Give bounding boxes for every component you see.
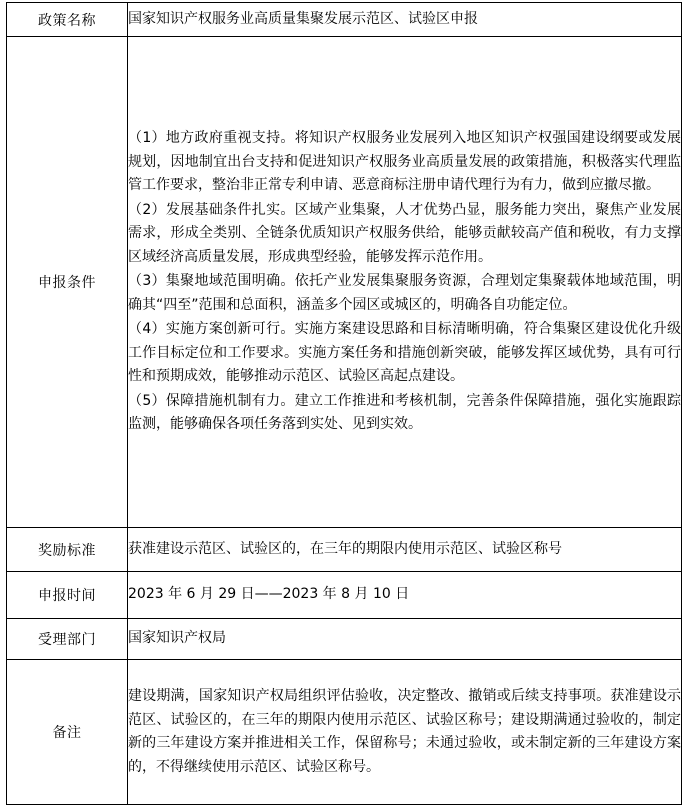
row-time [7, 572, 682, 619]
condition-item-5: （5）保障措施机制有力。建立工作推进和考核机制，完善条件保障措施，强化实施跟踪监测，能够确保各项任务落到实处、见到实效。 [128, 392, 681, 433]
row-policy-name [7, 3, 682, 37]
label-reward: 奖励标准 [7, 528, 128, 572]
row-reward [7, 528, 682, 572]
row-remarks [7, 660, 682, 805]
value-conditions [128, 37, 682, 528]
value-policy-name: 国家知识产权服务业高质量集聚发展示范区、试验区申报 [128, 3, 682, 37]
label-remarks: 备注 [7, 660, 128, 805]
value-department: 国家知识产权局 [128, 619, 682, 660]
label-policy-name: 政策名称 [7, 3, 128, 37]
value-time: 2023 年 6 月 29 日——2023 年 8 月 10 日 [128, 572, 682, 619]
policy-table [6, 2, 682, 805]
row-conditions [7, 37, 682, 528]
condition-item-2: （2）发展基础条件扎实。区域产业集聚，人才优势凸显，服务能力突出，聚焦产业发展需求，形成全类别、全链条优质知识产权服务供给，能够贡献较高产值和税收，有力支撑区域经济高质量发展，形成典型经验，能够发挥示范作用。 [128, 201, 681, 265]
label-conditions: 申报条件 [7, 37, 128, 528]
condition-item-1: （1）地方政府重视支持。将知识产权服务业发展列入地区知识产权强国建设纲要或发展规划，因地制宜出台支持和促进知识产权服务业高质量发展的政策措施，积极落实代理监管工作要求，整治非正常专利申请、恶意商标注册申请代理行为有力，做到应撤尽撤。 [128, 130, 681, 194]
row-department [7, 619, 682, 660]
condition-item-3: （3）集聚地域范围明确。依托产业发展集聚服务资源，合理划定集聚载体地域范围，明确其“四至”范围和总面积，涵盖多个园区或城区的，明确各自功能定位。 [128, 273, 681, 313]
label-department: 受理部门 [7, 619, 128, 660]
value-remarks: 建设期满，国家知识产权局组织评估验收，决定整改、撤销或后续支持事项。获准建设示范区、试验区的，在三年的期限内使用示范区、试验区称号；建设期满通过验收的，制定新的三年建设方案并推进相关工作，保留称号；未通过验收，或未制定新的三年建设方案的，不得继续使用示范区、试验区称号。 [128, 660, 682, 805]
condition-item-4: （4）实施方案创新可行。实施方案建设思路和目标清晰明确，符合集聚区建设优化升级工作目标定位和工作要求。实施方案任务和措施创新突破，能够发挥区域优势，具有可行性和预期成效，能够推动示范区、试验区高起点建设。 [128, 321, 681, 385]
value-reward: 获准建设示范区、试验区的，在三年的期限内使用示范区、试验区称号 [128, 528, 682, 572]
label-time: 申报时间 [7, 572, 128, 619]
